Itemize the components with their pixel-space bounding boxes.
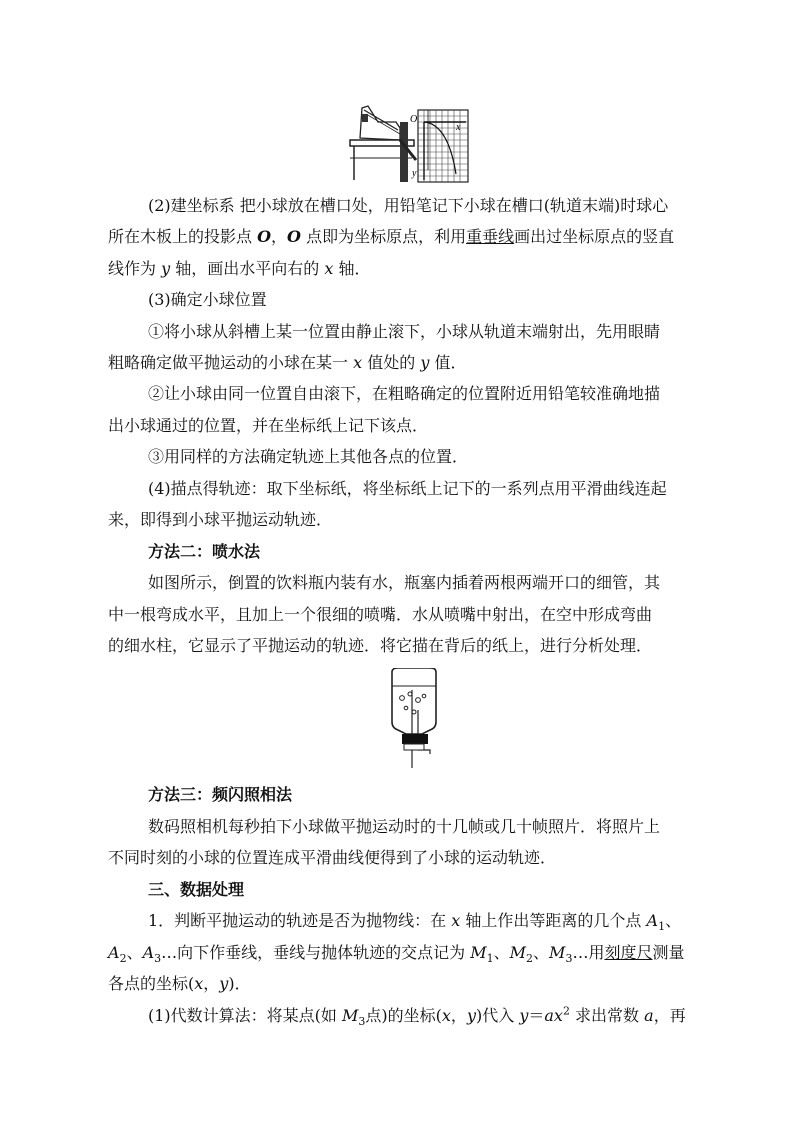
para-4-line-2: 来，即得到小球平抛运动轨迹． bbox=[108, 510, 333, 529]
method-2-heading: 方法二：喷水法 bbox=[148, 542, 261, 561]
nozzle-tube bbox=[418, 750, 430, 754]
method-2-line-1: 如图所示，倒置的饮料瓶内装有水，瓶塞内插着两根两端开口的细管，其 bbox=[148, 573, 661, 592]
label-x: x bbox=[456, 122, 461, 133]
data-1-line-1: 1．判断平抛运动的轨迹是否为抛物线：在 x 轴上作出等距离的几个点 $A_1$、 bbox=[148, 911, 682, 934]
method-2-line-2: 中一根弯成水平，且加上一个很细的喷嘴．水从喷嘴中射出，在空中形成弯曲 bbox=[108, 605, 653, 624]
section-3-heading: 三、数据处理 bbox=[148, 880, 245, 899]
para-2-line-1: (2)建坐标系 把小球放在槽口处，用铅笔记下小球在槽口(轨道末端)时球心 bbox=[148, 196, 669, 215]
label-o: O bbox=[410, 114, 418, 125]
method-2-line-3: 的细水柱，它显示了平抛运动的轨迹．将它描在背后的纸上，进行分析处理． bbox=[108, 636, 653, 655]
bottle-body bbox=[392, 668, 436, 734]
step-1-line-1: ①将小球从斜槽上某一位置由静止滚下，小球从轨道末端射出，先用眼睛 bbox=[148, 322, 661, 341]
method-3-heading: 方法三：频闪照相法 bbox=[148, 785, 293, 804]
groove-block bbox=[362, 114, 368, 122]
method-3-line-2: 不同时刻的小球的位置连成平滑曲线便得到了小球的运动轨迹． bbox=[108, 848, 557, 867]
para-2-line-3: 线作为 y 轴，画出水平向右的 x 轴． bbox=[108, 259, 371, 278]
algebra-method-line-1: (1)代数计算法：将某点(如 $M_3$点)的坐标(x，y)代入 $y=ax^2$ 求出常数 a，再 bbox=[148, 1004, 686, 1029]
ruler-term: 刻度尺 bbox=[604, 943, 653, 962]
bottle-cap bbox=[402, 734, 428, 744]
bottle-figure bbox=[384, 668, 444, 780]
para-2-line-2: 所在木板上的投影点 O，O 点即为坐标原点，利用重垂线画出过坐标原点的竖直 bbox=[108, 227, 675, 246]
para-4-line-1: (4)描点得轨迹：取下坐标纸，将坐标纸上记下的一系列点用平滑曲线连起 bbox=[148, 479, 667, 498]
step-2-line-2: 出小球通过的位置，并在坐标纸上记下该点． bbox=[108, 416, 429, 435]
step-1-line-2: 粗略确定做平抛运动的小球在某一 x 值处的 y 值． bbox=[108, 353, 467, 372]
data-1-line-2: $A_2$、$A_3\dots$向下作垂线，垂线与抛体轨迹的交点记为 $M_1$、$M_2$、$M_3\dots$用刻度尺测量 bbox=[108, 943, 685, 966]
step-3: ③用同样的方法确定轨迹上其他各点的位置． bbox=[148, 447, 469, 466]
step-2-line-1: ②让小球由同一位置自由滚下，在粗略确定的位置附近用铅笔较准确地描 bbox=[148, 384, 661, 403]
coordinate-grid bbox=[418, 110, 468, 182]
groove-track bbox=[364, 110, 398, 130]
para-3-heading: (3)确定小球位置 bbox=[148, 290, 267, 309]
data-1-line-3: 各点的坐标(x，y)． bbox=[108, 974, 251, 993]
method-3-line-1: 数码照相机每秒拍下小球做平抛运动时的十几帧或几十帧照片．将照片上 bbox=[148, 817, 661, 836]
board-post bbox=[400, 122, 408, 182]
stopper bbox=[404, 744, 424, 750]
label-y: y bbox=[412, 168, 417, 179]
groove-track-2 bbox=[366, 114, 400, 134]
plumb-line-term: 重垂线 bbox=[466, 227, 515, 246]
apparatus-figure bbox=[348, 100, 478, 184]
